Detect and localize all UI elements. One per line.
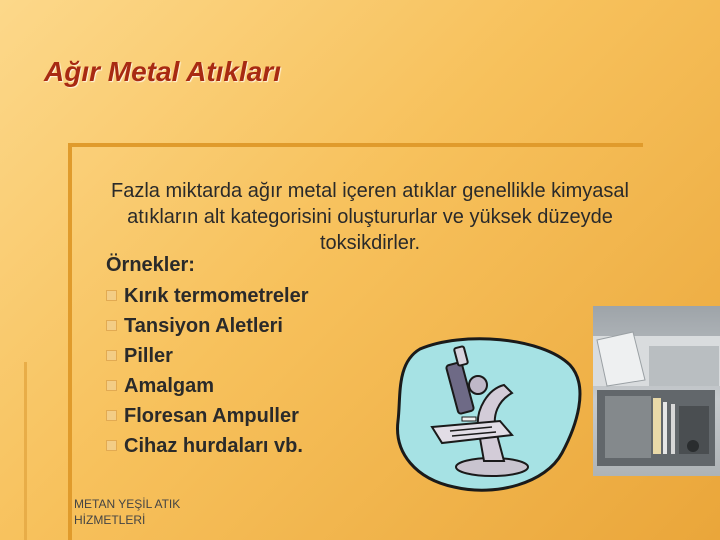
list-item-label: Cihaz hurdaları vb. <box>124 435 303 457</box>
square-bullet-icon <box>106 320 117 331</box>
top-divider-bar <box>68 143 643 147</box>
list-item <box>106 431 309 461</box>
intro-line-3: toksikdirler. <box>319 232 421 254</box>
intro-paragraph <box>40 178 700 256</box>
footer-line-2: HİZMETLERİ <box>74 512 146 527</box>
microscope-icon <box>392 335 588 495</box>
lab-equipment-photo <box>593 306 720 476</box>
slide-title: Ağır Metal Atıkları <box>44 56 282 87</box>
square-bullet-icon <box>106 350 117 361</box>
left-edge-bar <box>24 362 27 540</box>
list-item-label: Floresan Ampuller <box>124 405 299 427</box>
footer-company <box>74 497 180 528</box>
list-item <box>106 341 309 371</box>
list-item-label: Piller <box>124 345 173 367</box>
square-bullet-icon <box>106 410 117 421</box>
square-bullet-icon <box>106 290 117 301</box>
list-item <box>106 371 309 401</box>
examples-list <box>106 281 309 461</box>
list-item-label: Kırık termometreler <box>124 285 309 307</box>
list-item-label: Tansiyon Aletleri <box>124 315 283 337</box>
intro-line-1: Fazla miktarda ağır metal içeren atıklar genellikle kimyasal <box>111 180 629 202</box>
list-item <box>106 281 309 311</box>
square-bullet-icon <box>106 380 117 391</box>
list-item-label: Amalgam <box>124 375 215 397</box>
examples-heading: Örnekler: <box>106 254 195 276</box>
intro-line-2: atıkların alt kategorisini oluştururlar ve yüksek düzeyde <box>127 206 613 228</box>
list-item <box>106 311 309 341</box>
square-bullet-icon <box>106 440 117 451</box>
list-item <box>106 401 309 431</box>
lab-equipment-icon <box>593 306 720 476</box>
footer-line-1: METAN YEŞİL ATIK <box>74 497 181 511</box>
